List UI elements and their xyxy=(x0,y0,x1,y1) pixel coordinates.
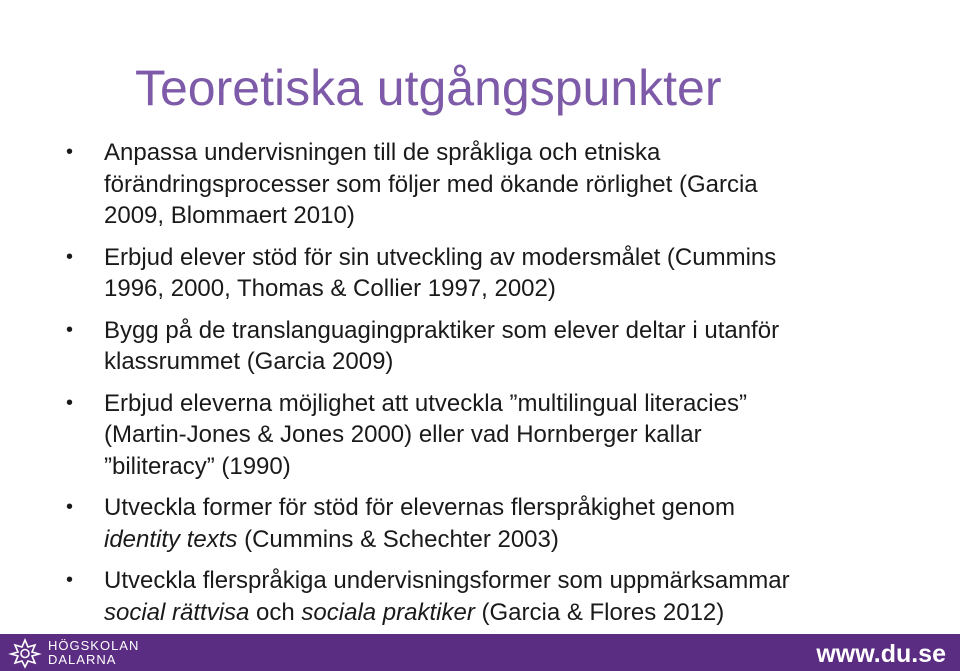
bullet-text: 1996, 2000, Thomas & Collier 1997, 2002) xyxy=(104,275,556,302)
bullet-text: klassrummet (Garcia 2009) xyxy=(104,348,394,375)
bullet-item xyxy=(62,492,922,555)
footer-bar xyxy=(0,634,960,671)
italic-text: social rättvisa xyxy=(104,598,250,626)
bullet-text: (Martin-Jones & Jones 2000) eller vad Hornberger kallar xyxy=(104,421,702,448)
bullet-dot: • xyxy=(66,141,74,163)
university-logo xyxy=(8,637,139,669)
bullet-line xyxy=(104,273,922,305)
bullet-text: Bygg på de translanguagingpraktiker som elever deltar i utanför xyxy=(104,316,780,344)
bullet-text: Erbjud eleverna möjlighet att utveckla ”multilingual literacies” xyxy=(104,389,747,417)
bullet-line xyxy=(104,419,922,451)
bullet-line xyxy=(104,200,922,232)
bullet-text: (Cummins & Schechter 2003) xyxy=(237,525,559,553)
bullet-line xyxy=(104,524,922,556)
bullet-dot: • xyxy=(66,496,74,518)
bullet-item xyxy=(62,388,922,483)
bullet-item xyxy=(62,315,922,378)
hogskolan-dalarna-logo-icon xyxy=(8,637,42,669)
bullet-item xyxy=(62,242,922,305)
bullet-text: Utveckla former för stöd för elevernas flerspråkighet genom xyxy=(104,494,735,521)
logo-text xyxy=(48,639,139,667)
bullet-text: 2009, Blommaert 2010) xyxy=(104,202,355,229)
bullet-dot: • xyxy=(66,245,74,268)
italic-text: sociala praktiker xyxy=(301,598,475,626)
logo-line-1: HÖGSKOLAN xyxy=(48,638,140,653)
bullet-dot: • xyxy=(66,318,74,341)
bullet-dot: • xyxy=(66,391,74,414)
bullet-line xyxy=(104,242,922,274)
website-url: www.du.se xyxy=(816,640,946,668)
bullet-text: ”biliteracy” (1990) xyxy=(104,452,291,480)
bullet-text: förändringsprocesser som följer med ökande rörlighet (Garcia xyxy=(104,170,758,198)
bullet-line xyxy=(104,137,922,169)
bullet-text: (Garcia & Flores 2012) xyxy=(474,598,725,626)
slide-title: Teoretiska utgångspunkter xyxy=(135,60,722,116)
bullet-line xyxy=(104,565,922,597)
logo-line-2: DALARNA xyxy=(48,652,117,667)
bullet-line xyxy=(104,597,922,629)
bullet-line xyxy=(104,451,922,483)
bullet-line xyxy=(104,492,922,524)
bullet-item xyxy=(62,565,922,628)
bullet-text: Erbjud elever stöd för sin utveckling av modersmålet (Cummins xyxy=(104,243,777,271)
bullet-line xyxy=(104,346,922,378)
bullet-item xyxy=(62,137,922,232)
bullet-line xyxy=(104,169,922,201)
bullet-dot: • xyxy=(66,569,74,591)
bullet-text: Utveckla flerspråkiga undervisningsformer som uppmärksammar xyxy=(104,567,790,594)
italic-text: identity texts xyxy=(104,525,238,553)
bullet-line xyxy=(104,388,922,420)
bullet-line xyxy=(104,315,922,347)
bullet-list xyxy=(62,137,922,638)
bullet-text: Anpassa undervisningen till de språkliga och etniska xyxy=(104,139,661,166)
bullet-text: och xyxy=(249,598,302,626)
